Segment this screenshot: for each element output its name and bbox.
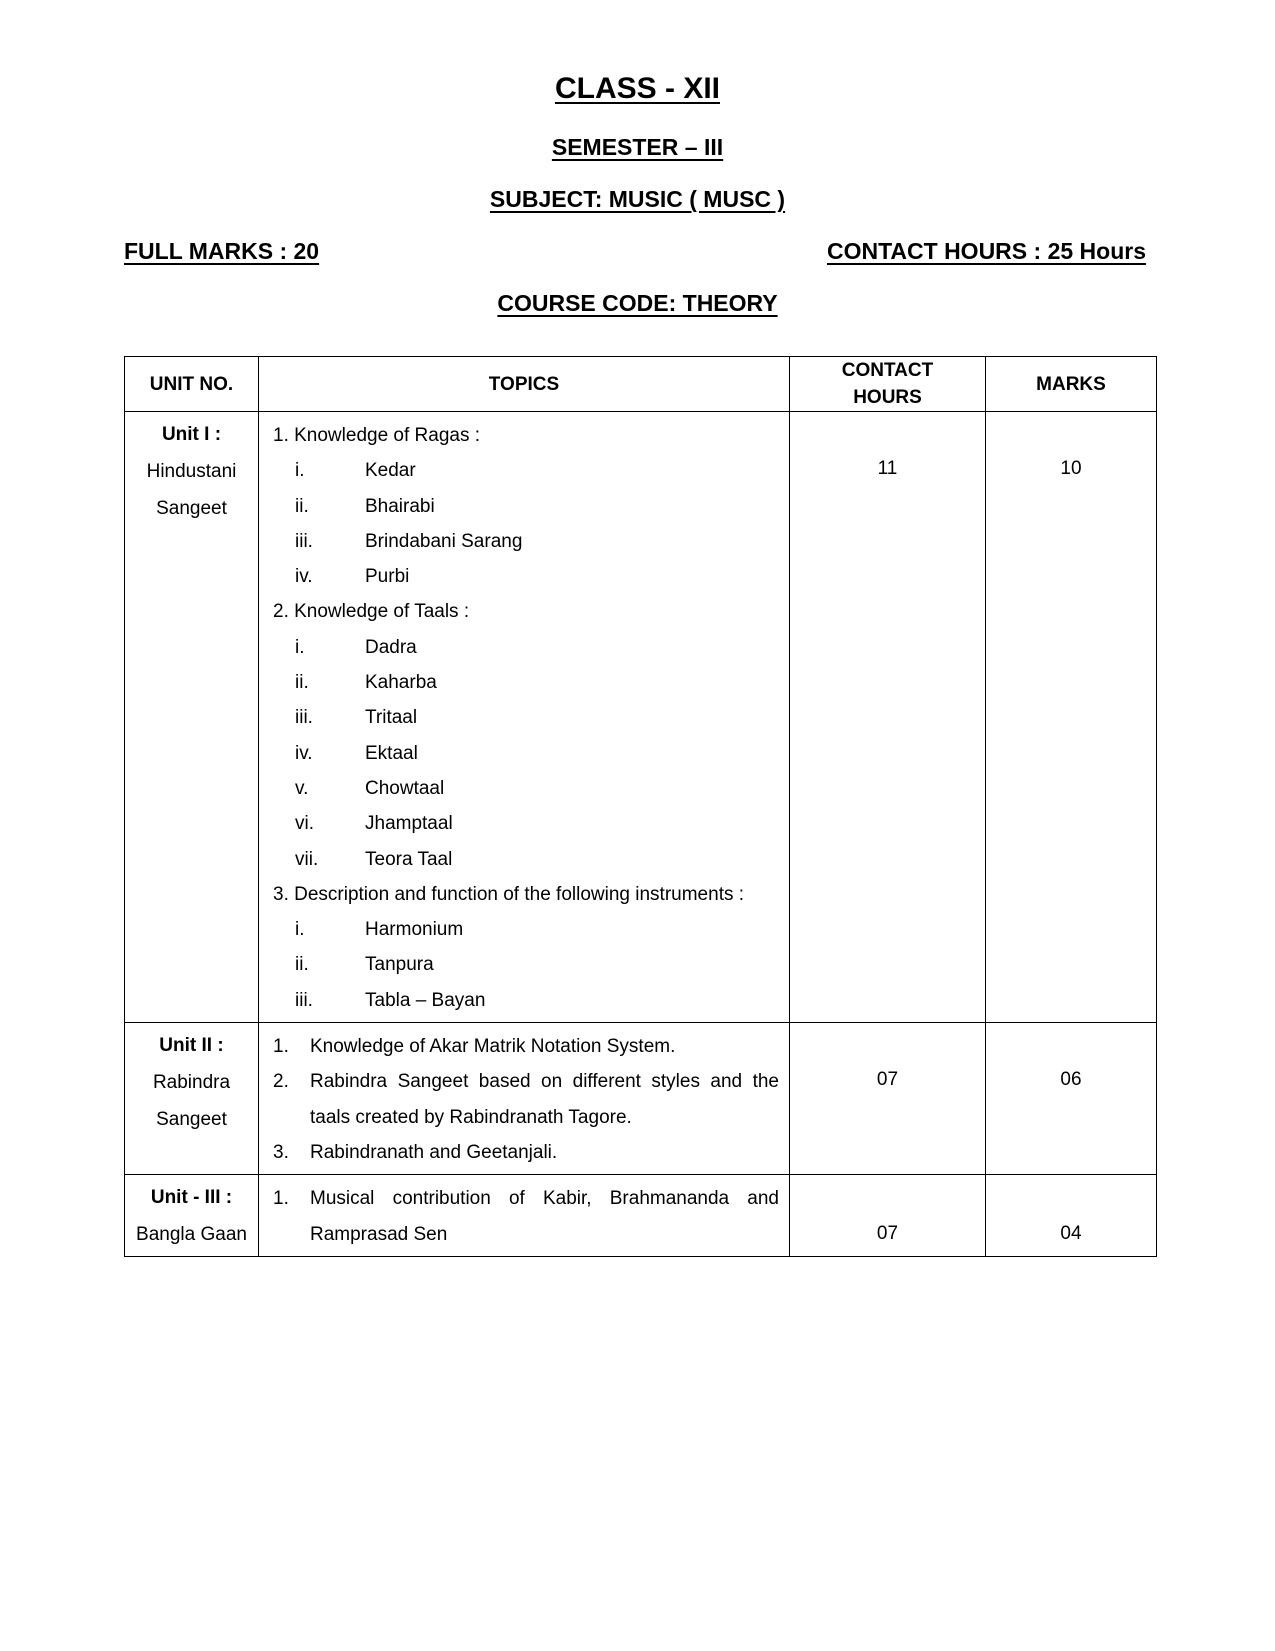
unit-name: Rabindra [152, 1072, 231, 1094]
list-item: i. Dadra [295, 636, 417, 658]
list-item: ii. Bhairabi [295, 495, 435, 517]
topic-heading: 2. Knowledge of Taals : [273, 601, 470, 623]
unit-cell [125, 1023, 259, 1175]
syllabus-table [124, 356, 1157, 1257]
list-item: i. Kedar [295, 460, 416, 482]
marks-cell: 10 [986, 412, 1157, 1023]
list-item: iii. Tritaal [295, 707, 418, 729]
unit-name: Bangla Gaan [136, 1224, 247, 1246]
topics-cell [259, 1175, 790, 1257]
col-header-topics: TOPICS [259, 357, 790, 412]
class-title: CLASS - XII [554, 72, 720, 105]
table-row-unit-2 [125, 1023, 1157, 1175]
contact-hours-cell: 07 [790, 1175, 986, 1257]
list-item: vii. Teora Taal [295, 848, 453, 870]
unit-cell [125, 412, 259, 1023]
list-item: iv. Ektaal [295, 742, 418, 764]
list-item: iv. Purbi [295, 566, 410, 588]
unit-label: Unit - III : [150, 1187, 233, 1209]
list-item: 1. Knowledge of Akar Matrik Notation System. [273, 1036, 676, 1058]
contact-hours-cell: 07 [790, 1023, 986, 1175]
course-code-heading: COURSE CODE: THEORY [497, 290, 778, 316]
topics-cell [259, 1023, 790, 1175]
topics-cell [259, 412, 790, 1023]
unit-name: Sangeet [156, 498, 227, 519]
full-marks: FULL MARKS : 20 [124, 238, 320, 264]
unit-name: Hindustani [146, 461, 237, 482]
list-item: v. Chowtaal [295, 777, 445, 799]
unit-label: Unit II : [159, 1035, 224, 1057]
list-item: 1. Musical contribution of Kabir, Brahmananda and Ramprasad Sen [273, 1188, 779, 1245]
list-item: ii. Kaharba [295, 672, 437, 694]
table-header-row [125, 357, 1157, 412]
list-item: i. Harmonium [295, 919, 464, 941]
list-item: ii. Tanpura [295, 954, 434, 976]
col-header-contact-hours: CONTACT HOURS [790, 357, 986, 412]
table-row-unit-1 [125, 412, 1157, 1023]
unit-label: Unit I : [161, 424, 222, 445]
col-header-marks: MARKS [986, 357, 1157, 412]
unit-cell [125, 1175, 259, 1257]
topic-heading: 3. Description and function of the following instruments : [273, 883, 745, 905]
contact-hours-cell: 11 [790, 412, 986, 1023]
list-item: vi. Jhamptaal [295, 813, 453, 835]
table-row-unit-3 [125, 1175, 1157, 1257]
unit-name: Sangeet [156, 1109, 227, 1131]
semester-heading: SEMESTER – III [551, 134, 724, 160]
list-item: iii. Tabla – Bayan [295, 989, 486, 1011]
topic-heading: 1. Knowledge of Ragas : [273, 425, 481, 446]
list-item: 2. Rabindra Sangeet based on different styles and the taals created by Rabindranath Tagore. [273, 1071, 779, 1128]
col-header-unit-no: UNIT NO. [125, 357, 259, 412]
subject-heading: SUBJECT: MUSIC ( MUSC ) [489, 186, 786, 212]
marks-cell: 04 [986, 1175, 1157, 1257]
list-item: iii. Brindabani Sarang [295, 530, 523, 552]
contact-hours-total: CONTACT HOURS : 25 Hours [826, 238, 1146, 264]
list-item: 3. Rabindranath and Geetanjali. [273, 1141, 558, 1163]
marks-cell: 06 [986, 1023, 1157, 1175]
